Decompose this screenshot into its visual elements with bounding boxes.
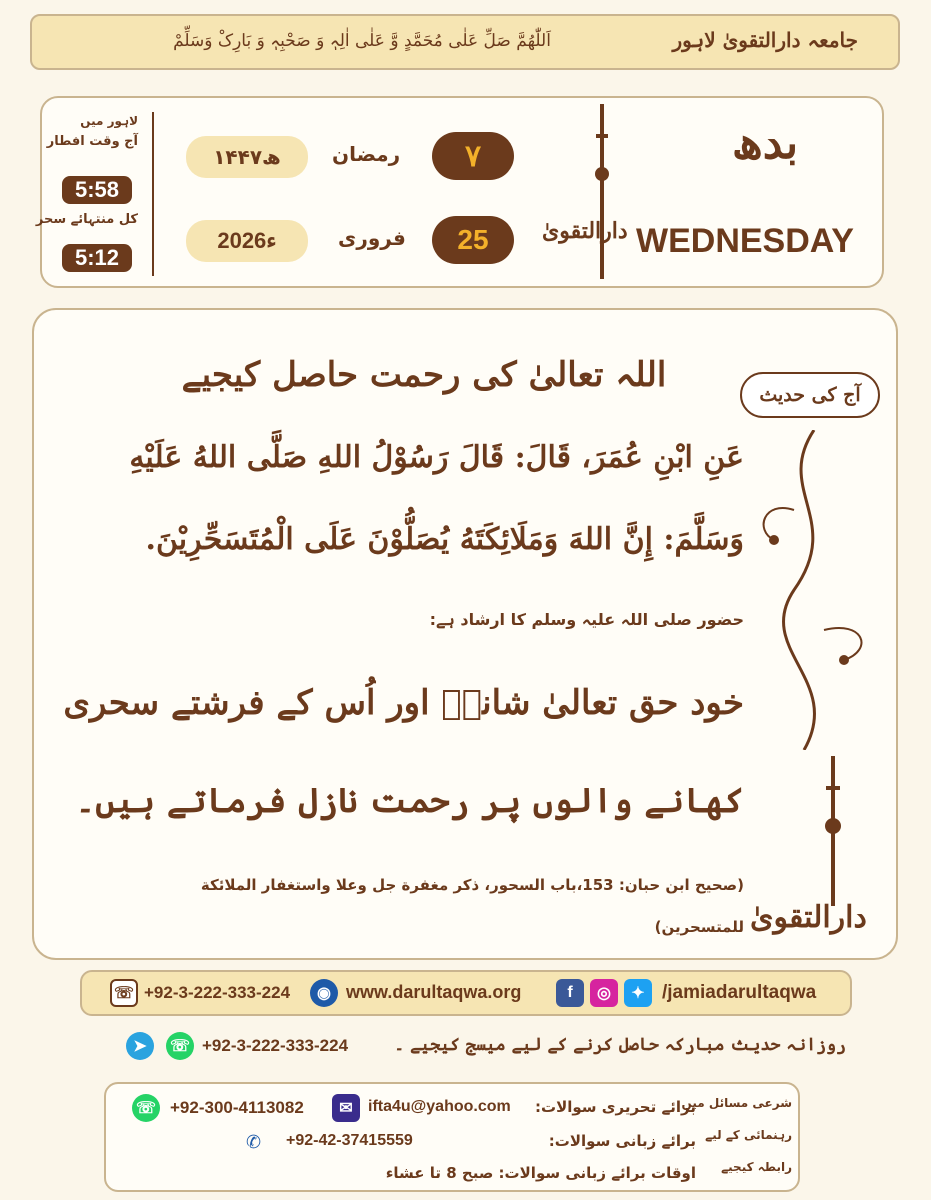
- greg-year: 2026ء: [186, 220, 308, 262]
- divider-ornament: [152, 112, 154, 276]
- hadith-title: اللہ تعالیٰ کی رحمت حاصل کیجیے: [181, 355, 667, 395]
- contact-bar: [80, 970, 852, 1016]
- hadith-badge: [740, 372, 880, 418]
- hijri-year: ۱۴۴۷ھ: [186, 136, 308, 178]
- oral-timing: اوقات برائے زبانی سوالات: صبح 8 تا عشاء: [385, 1164, 696, 1182]
- city-label: لاہور میں: [80, 114, 138, 128]
- whatsapp-icon[interactable]: ☏: [166, 1032, 194, 1060]
- side-line-2: رہنمائی کے لیے: [705, 1128, 792, 1142]
- iftar-time: 5:58: [62, 176, 132, 204]
- urdu-line-2: کھانے والوں پر رحمت نازل فرماتے ہیں۔: [75, 781, 744, 821]
- subscribe-line: [120, 1026, 850, 1066]
- urdu-line-1: خود حق تعالیٰ شانہٗ اور اُس کے فرشتے سحری: [63, 683, 744, 723]
- footer-whatsapp[interactable]: +92-300-4113082: [170, 1098, 304, 1117]
- side-line-1: شرعی مسائل میں: [681, 1096, 792, 1110]
- landline-icon: ✆: [246, 1132, 262, 1153]
- written-label: برائے تحریری سوالات:: [535, 1098, 696, 1116]
- contact-phone[interactable]: +92-3-222-333-224: [144, 983, 291, 1002]
- logo-text: دارالتقویٰ: [542, 218, 628, 244]
- header-banner: [30, 14, 900, 70]
- logo-minaret-icon: [594, 104, 610, 279]
- subscribe-phone[interactable]: +92-3-222-333-224: [202, 1036, 349, 1055]
- email-icon[interactable]: ✉: [332, 1094, 360, 1122]
- subscribe-text: روزانہ حدیث مبارکہ حاصل کرنے کے لیے میسج کیجیے ۔: [394, 1035, 846, 1055]
- footer-panel: [104, 1082, 800, 1192]
- hadith-badge-label: آج کی حدیث: [759, 384, 861, 406]
- footer-email[interactable]: ifta4u@yahoo.com: [368, 1098, 511, 1115]
- hadith-logo-text: دارالتقویٰ: [750, 900, 867, 935]
- sehri-time: 5:12: [62, 244, 132, 272]
- logo-minaret-icon-2: [824, 756, 842, 906]
- reference-line-1: (صحيح ابن حبان: 153،باب السحور، ذكر مغفرة جل وعلا واستغفار الملائكة: [200, 876, 744, 894]
- sehri-label: کل منتہائے سحر: [35, 212, 138, 227]
- day-english: WEDNESDAY: [636, 222, 854, 260]
- arabic-line-1: عَنِ ابْنِ عُمَرَ، قَالَ: قَالَ رَسُوْلُ اللهِ صَلَّى اللهُ عَلَيْهِ: [129, 440, 744, 475]
- phone-icon[interactable]: ☏: [110, 979, 138, 1007]
- hadith-intro: حضور صلی اللہ علیہ وسلم کا ارشاد ہے:: [429, 610, 744, 629]
- whatsapp-icon-2[interactable]: ☏: [132, 1094, 160, 1122]
- telegram-icon[interactable]: ➤: [126, 1032, 154, 1060]
- reference-line-2: للمتسحرين): [654, 918, 744, 936]
- oral-label: برائے زبانی سوالات:: [548, 1132, 696, 1150]
- footer-landline[interactable]: +92-42-37415559: [286, 1132, 413, 1149]
- side-line-3: رابطہ کیجیے: [721, 1160, 792, 1174]
- web-icon[interactable]: ◉: [310, 979, 338, 1007]
- arabic-line-2: وَسَلَّمَ: إِنَّ اللهَ وَمَلَائِكَتَهُ يُصَلُّوْنَ عَلَى الْمُتَسَحِّرِيْنَ.: [145, 522, 744, 557]
- floral-ornament-icon: [734, 430, 894, 750]
- contact-social[interactable]: /jamiadarultaqwa: [662, 982, 817, 1003]
- durood-text: اَللّٰھُمَّ صَلِّ عَلٰی مُحَمَّدٍ وَّ عَلٰی اٰلِہٖ وَ صَحْبِہٖ وَ بَارِکْ وَسَلِّمْ: [173, 31, 551, 51]
- twitter-icon[interactable]: ✦: [624, 979, 652, 1007]
- day-urdu: بدھ: [732, 118, 799, 169]
- iftar-label: آج وقت افطار: [46, 134, 138, 149]
- date-panel: [35, 96, 884, 288]
- hadith-panel: [32, 308, 898, 960]
- hijri-month: رمضان: [332, 142, 401, 166]
- facebook-icon[interactable]: f: [556, 979, 584, 1007]
- institution-name: جامعہ دارالتقویٰ لاہور: [672, 28, 858, 52]
- greg-day: 25: [432, 216, 514, 264]
- instagram-icon[interactable]: ◎: [590, 979, 618, 1007]
- contact-website[interactable]: www.darultaqwa.org: [346, 982, 522, 1002]
- greg-month: فروری: [338, 226, 406, 250]
- hijri-day: ۷: [432, 132, 514, 180]
